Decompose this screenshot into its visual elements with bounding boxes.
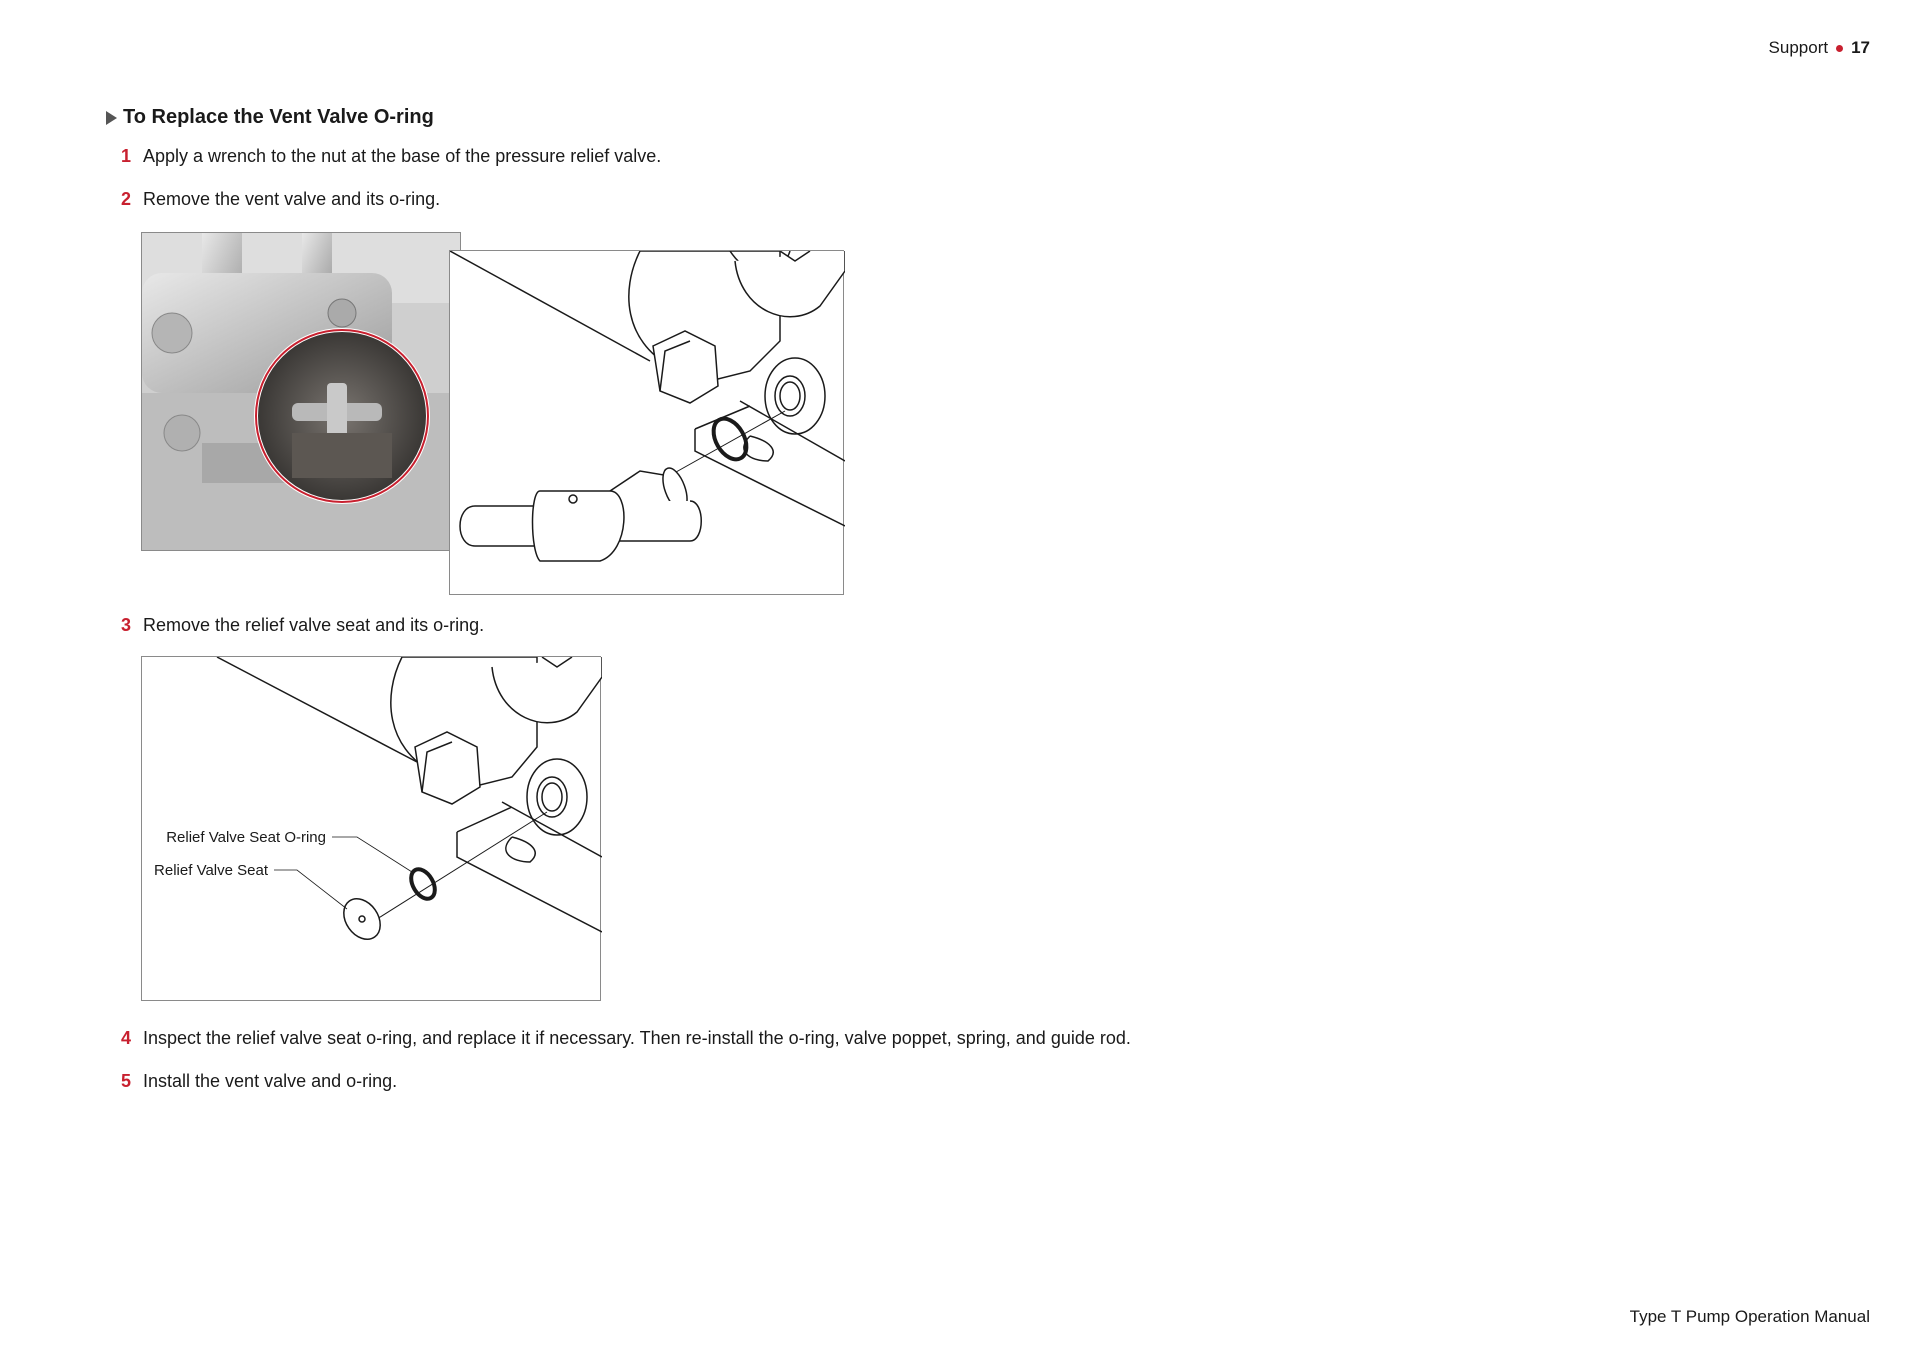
- vent-valve-diagram: [449, 250, 844, 595]
- step-number: 5: [121, 1071, 132, 1091]
- vent-valve-photo: [141, 232, 461, 551]
- step-item: [121, 146, 661, 167]
- label-relief-valve-seat-oring: Relief Valve Seat O-ring: [166, 829, 326, 846]
- bullet-dot-icon: [1836, 45, 1843, 52]
- step-number: 4: [121, 1028, 132, 1048]
- relief-valve-seat-diagram: [141, 656, 601, 1001]
- step-number: 2: [121, 189, 132, 209]
- step-text: Install the vent valve and o-ring.: [143, 1071, 398, 1091]
- step-number: 3: [121, 615, 132, 635]
- page-header: [1769, 38, 1870, 58]
- label-relief-valve-seat: Relief Valve Seat: [154, 862, 268, 879]
- step-item: [121, 615, 484, 636]
- page-footer: Type T Pump Operation Manual: [1629, 1307, 1870, 1326]
- step-text: Remove the vent valve and its o-ring.: [143, 189, 441, 209]
- triangle-right-icon: [106, 111, 117, 125]
- step-text: Remove the relief valve seat and its o-ring.: [143, 615, 485, 635]
- step-text: Apply a wrench to the nut at the base of the pressure relief valve.: [143, 146, 662, 166]
- section-title-text: To Replace the Vent Valve O-ring: [123, 106, 434, 128]
- step-item: [121, 1071, 397, 1092]
- step-text: Inspect the relief valve seat o-ring, and replace it if necessary. Then re-install the o-ring, valve poppet, spring, and guide rod.: [143, 1028, 1131, 1048]
- step-item: [121, 1028, 1131, 1049]
- section-name: Support: [1768, 38, 1829, 57]
- step-item: [121, 189, 440, 210]
- page-number: 17: [1851, 38, 1870, 57]
- step-number: 1: [121, 146, 132, 166]
- section-title: [106, 106, 434, 129]
